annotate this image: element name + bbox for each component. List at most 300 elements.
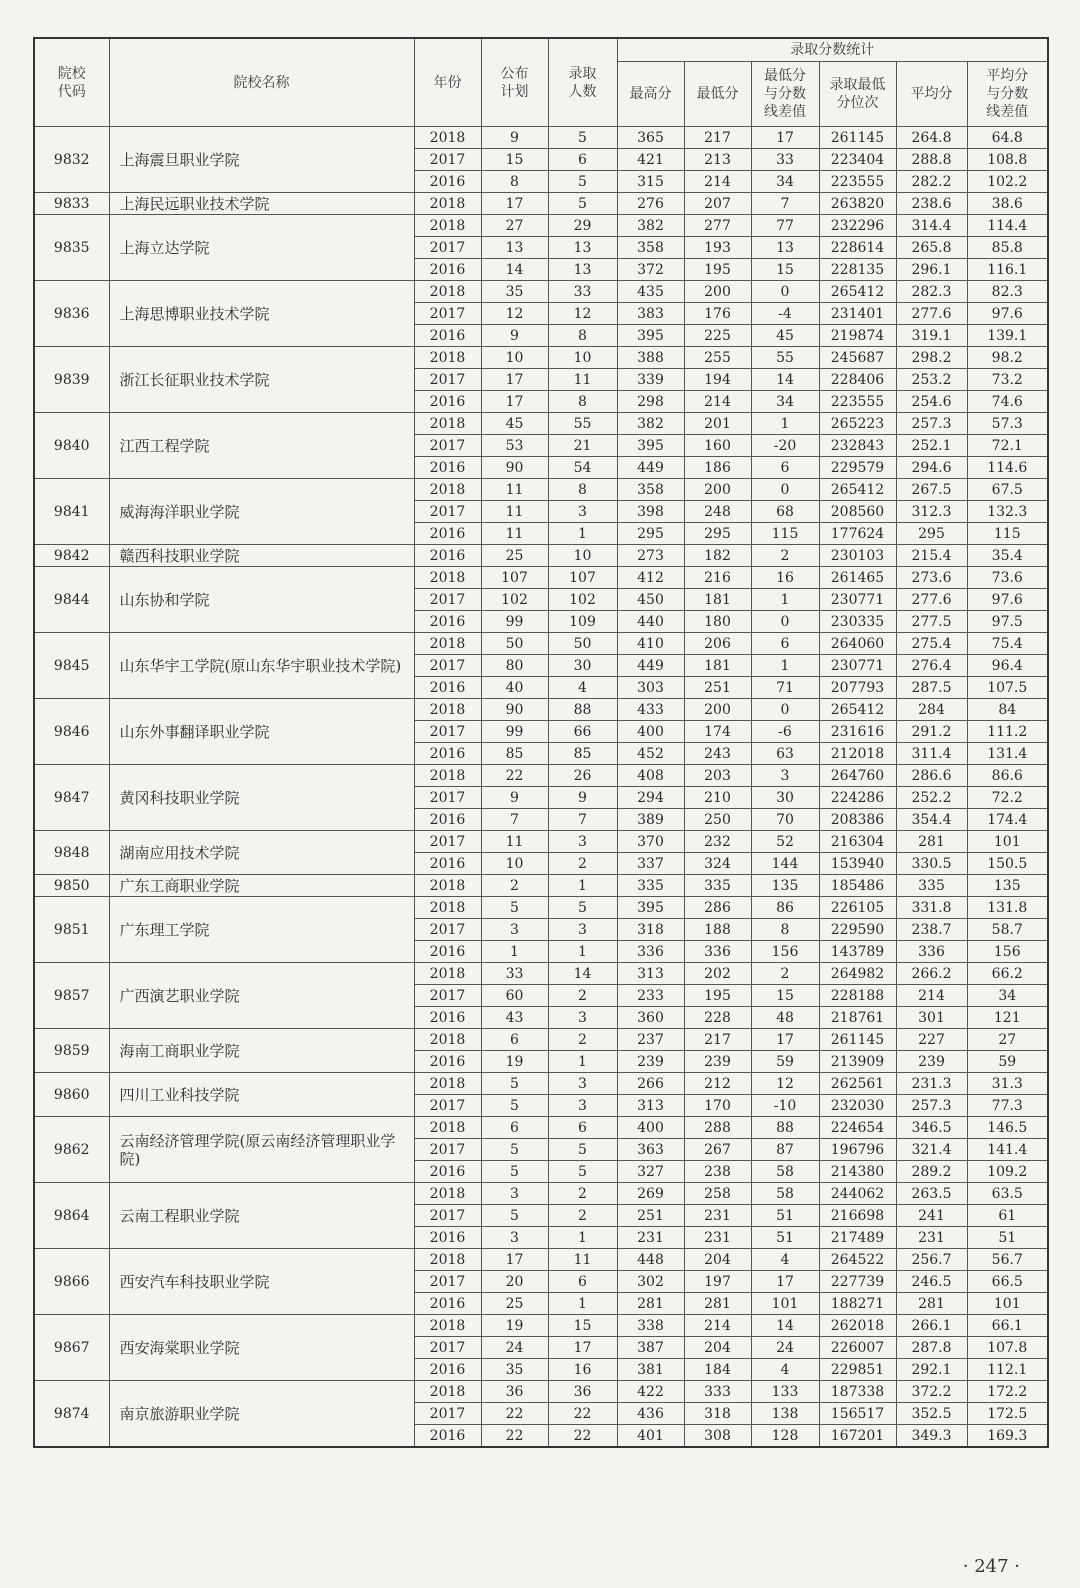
table-row [34, 567, 1048, 589]
cell-year: 2016 [414, 1051, 481, 1073]
table-row [34, 1315, 1048, 1337]
cell-avg-diff: 72.2 [967, 787, 1048, 809]
cell-min-diff: -6 [751, 721, 819, 743]
cell-year: 2018 [414, 479, 481, 501]
cell-year: 2017 [414, 369, 481, 391]
school-code: 9835 [34, 215, 109, 281]
cell-min: 180 [684, 611, 751, 633]
cell-plan: 35 [481, 1359, 548, 1381]
cell-admitted: 6 [548, 149, 617, 171]
cell-avg-diff: 73.2 [967, 369, 1048, 391]
cell-year: 2017 [414, 149, 481, 171]
cell-min: 231 [684, 1205, 751, 1227]
cell-avg-diff: 169.3 [967, 1425, 1048, 1448]
cell-rank: 187338 [819, 1381, 896, 1403]
cell-max: 450 [617, 589, 684, 611]
cell-avg: 296.1 [896, 259, 967, 281]
cell-admitted: 3 [548, 831, 617, 853]
cell-max: 358 [617, 237, 684, 259]
cell-min: 250 [684, 809, 751, 831]
cell-avg-diff: 156 [967, 941, 1048, 963]
cell-rank: 224654 [819, 1117, 896, 1139]
cell-max: 365 [617, 127, 684, 149]
table-row [34, 347, 1048, 369]
cell-max: 400 [617, 1117, 684, 1139]
cell-rank: 262561 [819, 1073, 896, 1095]
cell-min: 206 [684, 633, 751, 655]
cell-min-diff: 0 [751, 699, 819, 721]
cell-min-diff: 6 [751, 633, 819, 655]
cell-admitted: 8 [548, 391, 617, 413]
cell-avg: 275.4 [896, 633, 967, 655]
header-name: 院校名称 [109, 38, 414, 127]
cell-max: 382 [617, 215, 684, 237]
school-name: 广东理工学院 [109, 897, 414, 963]
school-name: 湖南应用技术学院 [109, 831, 414, 875]
cell-min: 248 [684, 501, 751, 523]
cell-rank: 188271 [819, 1293, 896, 1315]
cell-min-diff: 101 [751, 1293, 819, 1315]
cell-max: 421 [617, 149, 684, 171]
cell-avg: 287.8 [896, 1337, 967, 1359]
cell-avg: 276.4 [896, 655, 967, 677]
cell-avg: 372.2 [896, 1381, 967, 1403]
cell-plan: 43 [481, 1007, 548, 1029]
cell-admitted: 33 [548, 281, 617, 303]
cell-max: 358 [617, 479, 684, 501]
cell-min: 239 [684, 1051, 751, 1073]
cell-max: 382 [617, 413, 684, 435]
cell-admitted: 5 [548, 171, 617, 193]
cell-year: 2016 [414, 1425, 481, 1448]
school-code: 9836 [34, 281, 109, 347]
cell-min-diff: 6 [751, 457, 819, 479]
cell-min: 200 [684, 699, 751, 721]
cell-max: 400 [617, 721, 684, 743]
cell-year: 2017 [414, 655, 481, 677]
cell-avg-diff: 38.6 [967, 193, 1048, 215]
cell-max: 436 [617, 1403, 684, 1425]
cell-avg-diff: 82.3 [967, 281, 1048, 303]
table-row [34, 1073, 1048, 1095]
header-admitted: 录取 人数 [548, 38, 617, 127]
cell-min: 204 [684, 1249, 751, 1271]
cell-plan: 33 [481, 963, 548, 985]
cell-max: 294 [617, 787, 684, 809]
cell-plan: 90 [481, 457, 548, 479]
cell-admitted: 107 [548, 567, 617, 589]
cell-admitted: 1 [548, 1293, 617, 1315]
school-name: 黄冈科技职业学院 [109, 765, 414, 831]
school-code: 9850 [34, 875, 109, 897]
cell-min: 200 [684, 281, 751, 303]
cell-avg-diff: 141.4 [967, 1139, 1048, 1161]
cell-max: 435 [617, 281, 684, 303]
cell-min-diff: 156 [751, 941, 819, 963]
cell-plan: 3 [481, 1227, 548, 1249]
cell-avg: 294.6 [896, 457, 967, 479]
cell-plan: 3 [481, 1183, 548, 1205]
cell-min-diff: 14 [751, 369, 819, 391]
cell-plan: 5 [481, 1073, 548, 1095]
cell-rank: 232296 [819, 215, 896, 237]
cell-min-diff: 135 [751, 875, 819, 897]
cell-year: 2018 [414, 633, 481, 655]
cell-admitted: 30 [548, 655, 617, 677]
school-name: 江西工程学院 [109, 413, 414, 479]
cell-admitted: 15 [548, 1315, 617, 1337]
cell-admitted: 5 [548, 127, 617, 149]
cell-avg-diff: 27 [967, 1029, 1048, 1051]
cell-avg-diff: 101 [967, 1293, 1048, 1315]
cell-plan: 7 [481, 809, 548, 831]
school-code: 9847 [34, 765, 109, 831]
cell-avg: 295 [896, 523, 967, 545]
cell-rank: 265412 [819, 281, 896, 303]
cell-max: 449 [617, 457, 684, 479]
cell-plan: 25 [481, 1293, 548, 1315]
cell-min: 214 [684, 171, 751, 193]
school-code: 9845 [34, 633, 109, 699]
cell-min-diff: -10 [751, 1095, 819, 1117]
table-row [34, 897, 1048, 919]
cell-year: 2017 [414, 501, 481, 523]
cell-avg-diff: 63.5 [967, 1183, 1048, 1205]
header-rank: 录取最低 分位次 [819, 62, 896, 127]
cell-max: 313 [617, 1095, 684, 1117]
cell-max: 302 [617, 1271, 684, 1293]
cell-avg-diff: 75.4 [967, 633, 1048, 655]
cell-max: 251 [617, 1205, 684, 1227]
cell-min-diff: 77 [751, 215, 819, 237]
cell-admitted: 55 [548, 413, 617, 435]
cell-rank: 218761 [819, 1007, 896, 1029]
cell-min: 288 [684, 1117, 751, 1139]
cell-min-diff: 0 [751, 611, 819, 633]
table-row [34, 1117, 1048, 1139]
table-row [34, 963, 1048, 985]
cell-min: 213 [684, 149, 751, 171]
cell-year: 2018 [414, 1315, 481, 1337]
cell-avg: 312.3 [896, 501, 967, 523]
cell-min: 324 [684, 853, 751, 875]
cell-min-diff: 70 [751, 809, 819, 831]
cell-rank: 264760 [819, 765, 896, 787]
cell-avg-diff: 107.8 [967, 1337, 1048, 1359]
cell-admitted: 2 [548, 853, 617, 875]
cell-avg: 253.2 [896, 369, 967, 391]
cell-min-diff: 17 [751, 127, 819, 149]
cell-max: 395 [617, 325, 684, 347]
cell-rank: 265412 [819, 699, 896, 721]
cell-rank: 245687 [819, 347, 896, 369]
cell-min: 181 [684, 589, 751, 611]
cell-avg: 263.5 [896, 1183, 967, 1205]
cell-avg-diff: 98.2 [967, 347, 1048, 369]
cell-year: 2018 [414, 1183, 481, 1205]
cell-min-diff: 68 [751, 501, 819, 523]
cell-min-diff: 8 [751, 919, 819, 941]
cell-avg: 354.4 [896, 809, 967, 831]
cell-rank: 156517 [819, 1403, 896, 1425]
cell-max: 298 [617, 391, 684, 413]
cell-avg-diff: 146.5 [967, 1117, 1048, 1139]
cell-plan: 19 [481, 1315, 548, 1337]
cell-min: 231 [684, 1227, 751, 1249]
cell-admitted: 10 [548, 347, 617, 369]
cell-admitted: 1 [548, 875, 617, 897]
cell-plan: 1 [481, 941, 548, 963]
cell-admitted: 5 [548, 1139, 617, 1161]
cell-min: 228 [684, 1007, 751, 1029]
cell-max: 336 [617, 941, 684, 963]
cell-avg: 291.2 [896, 721, 967, 743]
cell-plan: 99 [481, 611, 548, 633]
cell-avg-diff: 86.6 [967, 765, 1048, 787]
cell-max: 401 [617, 1425, 684, 1448]
cell-rank: 262018 [819, 1315, 896, 1337]
cell-admitted: 3 [548, 1007, 617, 1029]
cell-plan: 107 [481, 567, 548, 589]
cell-admitted: 8 [548, 325, 617, 347]
cell-avg-diff: 112.1 [967, 1359, 1048, 1381]
cell-avg-diff: 139.1 [967, 325, 1048, 347]
cell-avg: 214 [896, 985, 967, 1007]
cell-year: 2018 [414, 765, 481, 787]
table-row [34, 1183, 1048, 1205]
cell-avg-diff: 131.4 [967, 743, 1048, 765]
cell-year: 2016 [414, 1007, 481, 1029]
cell-avg: 282.2 [896, 171, 967, 193]
cell-min: 258 [684, 1183, 751, 1205]
school-name: 广东工商职业学院 [109, 875, 414, 897]
cell-plan: 9 [481, 127, 548, 149]
cell-min: 318 [684, 1403, 751, 1425]
cell-avg-diff: 135 [967, 875, 1048, 897]
cell-max: 273 [617, 545, 684, 567]
cell-plan: 17 [481, 193, 548, 215]
cell-min: 202 [684, 963, 751, 985]
cell-admitted: 16 [548, 1359, 617, 1381]
cell-rank: 264522 [819, 1249, 896, 1271]
cell-avg: 277.6 [896, 589, 967, 611]
cell-max: 410 [617, 633, 684, 655]
cell-min-diff: 15 [751, 985, 819, 1007]
cell-rank: 227739 [819, 1271, 896, 1293]
table-row [34, 545, 1048, 567]
cell-max: 239 [617, 1051, 684, 1073]
cell-max: 237 [617, 1029, 684, 1051]
cell-rank: 208560 [819, 501, 896, 523]
cell-avg-diff: 74.6 [967, 391, 1048, 413]
cell-min: 197 [684, 1271, 751, 1293]
cell-min-diff: 17 [751, 1029, 819, 1051]
cell-year: 2018 [414, 963, 481, 985]
cell-avg-diff: 108.8 [967, 149, 1048, 171]
cell-year: 2016 [414, 611, 481, 633]
cell-avg-diff: 111.2 [967, 721, 1048, 743]
school-name: 山东华宇工学院(原山东华宇职业技术学院) [109, 633, 414, 699]
cell-year: 2017 [414, 237, 481, 259]
school-code: 9874 [34, 1381, 109, 1448]
cell-rank: 228188 [819, 985, 896, 1007]
cell-rank: 232030 [819, 1095, 896, 1117]
cell-avg: 311.4 [896, 743, 967, 765]
cell-avg: 241 [896, 1205, 967, 1227]
table-row [34, 193, 1048, 215]
cell-min: 225 [684, 325, 751, 347]
cell-min-diff: 34 [751, 171, 819, 193]
cell-min-diff: 51 [751, 1227, 819, 1249]
cell-plan: 5 [481, 1161, 548, 1183]
cell-avg-diff: 51 [967, 1227, 1048, 1249]
cell-avg: 267.5 [896, 479, 967, 501]
cell-min: 267 [684, 1139, 751, 1161]
cell-avg: 301 [896, 1007, 967, 1029]
cell-min-diff: 87 [751, 1139, 819, 1161]
cell-year: 2017 [414, 435, 481, 457]
cell-year: 2016 [414, 545, 481, 567]
cell-min-diff: -20 [751, 435, 819, 457]
cell-admitted: 50 [548, 633, 617, 655]
cell-min-diff: 16 [751, 567, 819, 589]
cell-avg: 264.8 [896, 127, 967, 149]
header-plan: 公布 计划 [481, 38, 548, 127]
cell-avg-diff: 73.6 [967, 567, 1048, 589]
cell-avg-diff: 58.7 [967, 919, 1048, 941]
cell-min-diff: 0 [751, 479, 819, 501]
cell-admitted: 5 [548, 897, 617, 919]
cell-min-diff: 0 [751, 281, 819, 303]
cell-rank: 223555 [819, 171, 896, 193]
table-row [34, 699, 1048, 721]
cell-admitted: 29 [548, 215, 617, 237]
cell-min: 195 [684, 259, 751, 281]
school-code: 9841 [34, 479, 109, 545]
cell-avg-diff: 101 [967, 831, 1048, 853]
cell-admitted: 8 [548, 479, 617, 501]
cell-year: 2018 [414, 193, 481, 215]
school-code: 9860 [34, 1073, 109, 1117]
cell-max: 313 [617, 963, 684, 985]
cell-min: 186 [684, 457, 751, 479]
cell-min-diff: 7 [751, 193, 819, 215]
cell-max: 398 [617, 501, 684, 523]
cell-min-diff: 133 [751, 1381, 819, 1403]
cell-min: 255 [684, 347, 751, 369]
school-code: 9848 [34, 831, 109, 875]
school-name: 上海民远职业技术学院 [109, 193, 414, 215]
cell-year: 2017 [414, 721, 481, 743]
cell-admitted: 12 [548, 303, 617, 325]
cell-avg-diff: 34 [967, 985, 1048, 1007]
cell-rank: 228614 [819, 237, 896, 259]
cell-avg-diff: 121 [967, 1007, 1048, 1029]
cell-max: 281 [617, 1293, 684, 1315]
cell-avg: 330.5 [896, 853, 967, 875]
cell-plan: 35 [481, 281, 548, 303]
cell-year: 2016 [414, 941, 481, 963]
cell-min-diff: 4 [751, 1359, 819, 1381]
cell-max: 452 [617, 743, 684, 765]
header-max: 最高分 [617, 62, 684, 127]
cell-avg: 265.8 [896, 237, 967, 259]
cell-year: 2017 [414, 1205, 481, 1227]
cell-admitted: 2 [548, 1183, 617, 1205]
cell-year: 2016 [414, 743, 481, 765]
cell-avg: 321.4 [896, 1139, 967, 1161]
cell-plan: 5 [481, 1205, 548, 1227]
cell-plan: 19 [481, 1051, 548, 1073]
cell-min: 251 [684, 677, 751, 699]
cell-min-diff: 144 [751, 853, 819, 875]
cell-year: 2016 [414, 391, 481, 413]
cell-max: 231 [617, 1227, 684, 1249]
cell-avg: 292.1 [896, 1359, 967, 1381]
cell-min: 160 [684, 435, 751, 457]
cell-min-diff: 1 [751, 589, 819, 611]
header-year: 年份 [414, 38, 481, 127]
cell-min-diff: 4 [751, 1249, 819, 1271]
cell-avg: 266.1 [896, 1315, 967, 1337]
cell-rank: 223404 [819, 149, 896, 171]
cell-admitted: 13 [548, 237, 617, 259]
cell-rank: 263820 [819, 193, 896, 215]
cell-min-diff: 55 [751, 347, 819, 369]
cell-min: 308 [684, 1425, 751, 1448]
cell-max: 335 [617, 875, 684, 897]
cell-min: 216 [684, 567, 751, 589]
cell-plan: 22 [481, 1425, 548, 1448]
cell-plan: 27 [481, 215, 548, 237]
cell-max: 372 [617, 259, 684, 281]
cell-admitted: 10 [548, 545, 617, 567]
cell-admitted: 1 [548, 1227, 617, 1249]
cell-admitted: 2 [548, 985, 617, 1007]
cell-year: 2018 [414, 281, 481, 303]
cell-min: 295 [684, 523, 751, 545]
school-code: 9864 [34, 1183, 109, 1249]
cell-rank: 231401 [819, 303, 896, 325]
cell-rank: 226105 [819, 897, 896, 919]
cell-rank: 229579 [819, 457, 896, 479]
cell-max: 440 [617, 611, 684, 633]
cell-year: 2016 [414, 259, 481, 281]
cell-avg: 266.2 [896, 963, 967, 985]
cell-plan: 11 [481, 479, 548, 501]
table-row [34, 1029, 1048, 1051]
cell-plan: 15 [481, 149, 548, 171]
cell-year: 2016 [414, 1359, 481, 1381]
cell-rank: 228135 [819, 259, 896, 281]
school-name: 西安汽车科技职业学院 [109, 1249, 414, 1315]
cell-min-diff: 138 [751, 1403, 819, 1425]
cell-min-diff: 58 [751, 1183, 819, 1205]
cell-year: 2016 [414, 809, 481, 831]
cell-max: 449 [617, 655, 684, 677]
cell-avg-diff: 57.3 [967, 413, 1048, 435]
cell-avg: 281 [896, 831, 967, 853]
cell-avg: 238.6 [896, 193, 967, 215]
school-code: 9842 [34, 545, 109, 567]
cell-rank: 167201 [819, 1425, 896, 1448]
cell-min: 336 [684, 941, 751, 963]
cell-avg-diff: 97.6 [967, 303, 1048, 325]
cell-rank: 224286 [819, 787, 896, 809]
cell-min: 181 [684, 655, 751, 677]
cell-admitted: 1 [548, 1051, 617, 1073]
cell-max: 388 [617, 347, 684, 369]
